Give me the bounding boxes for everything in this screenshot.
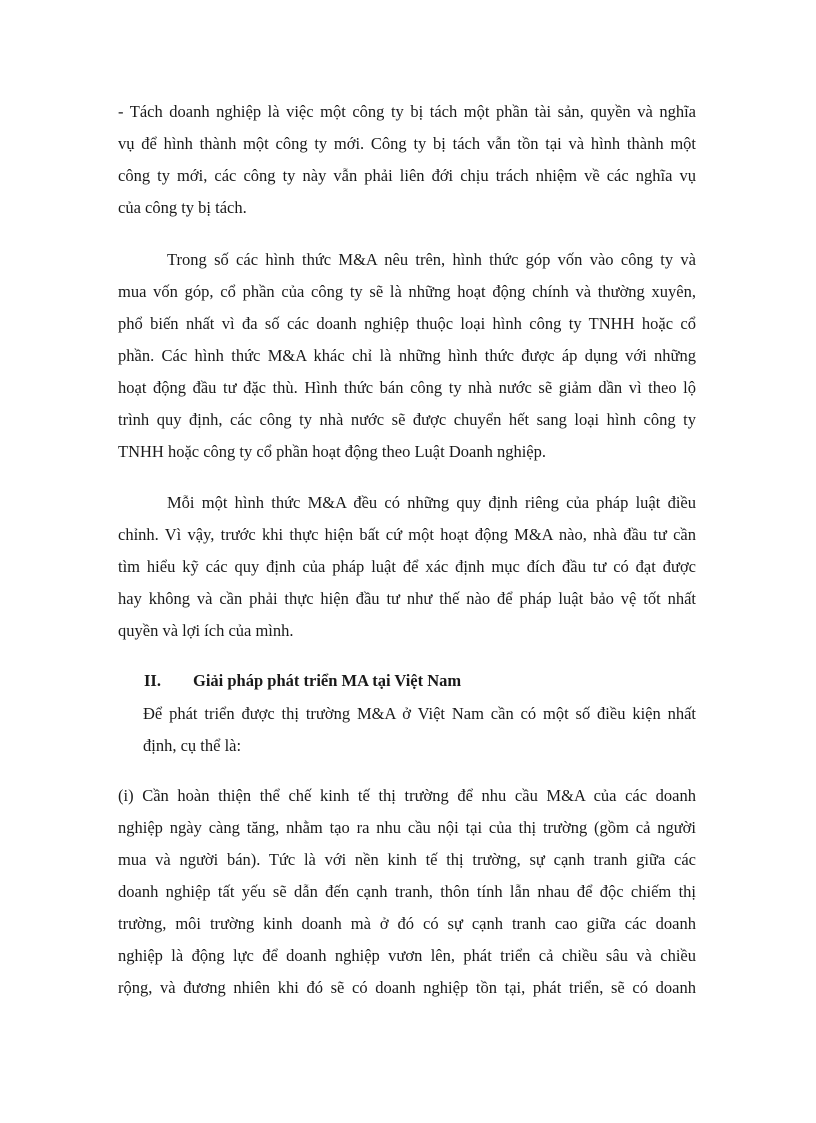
text-line: - Tách doanh nghiệp là việc một công ty bị tách một phần tài sản, quyền và nghĩa	[118, 102, 696, 121]
text-line: trường, môi trường kinh doanh mà ở đó có sự cạnh tranh cao giữa các doanh	[118, 914, 696, 933]
text-line: Để phát triển được thị trường M&A ở Việt Nam cần có một số điều kiện nhất	[143, 704, 696, 723]
text-line: Trong số các hình thức M&A nêu trên, hình thức góp vốn vào công ty và	[167, 250, 696, 269]
text-line: rộng, và đương nhiên khi đó sẽ có doanh nghiệp tồn tại, phát triển, sẽ có doanh	[118, 978, 696, 997]
text-line: mua vốn góp, cổ phần của công ty sẽ là những hoạt động chính và thường xuyên,	[118, 282, 696, 301]
section-title: Giải pháp phát triển MA tại Việt Nam	[193, 671, 462, 690]
section-heading	[118, 670, 696, 692]
text-line: Mỗi một hình thức M&A đều có những quy định riêng của pháp luật điều	[167, 493, 696, 512]
text-line: tìm hiểu kỹ các quy định của pháp luật để xác định mục đích đầu tư có đạt được	[118, 557, 696, 576]
text-line: nghiệp là động lực để doanh nghiệp vươn lên, phát triển cả chiều sâu và chiều	[118, 946, 696, 965]
text-line: công ty mới, các công ty này vẫn phải liên đới chịu trách nhiệm về các nghĩa vụ	[118, 166, 696, 185]
text-line: định, cụ thể là:	[143, 736, 242, 755]
text-line: doanh nghiệp tất yếu sẽ dẫn đến cạnh tranh, thôn tính lẫn nhau để độc chiếm thị	[118, 882, 696, 901]
text-line: trình quy định, các công ty nhà nước sẽ được chuyển hết sang loại hình công ty	[118, 410, 696, 429]
text-line: chỉnh. Vì vậy, trước khi thực hiện bất cứ một hoạt động M&A nào, nhà đầu tư cần	[118, 525, 696, 544]
text-line: phổ biến nhất vì đa số các doanh nghiệp thuộc loại hình công ty TNHH hoặc cổ	[118, 314, 696, 333]
text-line: hoạt động đầu tư đặc thù. Hình thức bán công ty nhà nước sẽ giảm dần vì theo lộ	[118, 378, 696, 397]
text-line: phần. Các hình thức M&A khác chỉ là những hình thức được áp dụng với những	[118, 346, 696, 365]
text-line: mua và người bán). Tức là với nền kinh tế thị trường, sự cạnh tranh giữa các	[118, 850, 696, 869]
text-line: nghiệp ngày càng tăng, nhằm tạo ra nhu cầu nội tại của thị trường (gồm cả người	[118, 818, 696, 837]
text-line: TNHH hoặc công ty cổ phần hoạt động theo Luật Doanh nghiệp.	[118, 442, 546, 461]
text-line: quyền và lợi ích của mình.	[118, 621, 294, 640]
text-line: vụ để hình thành một công ty mới. Công ty bị tách vẫn tồn tại và hình thành một	[118, 134, 696, 153]
section-number: II.	[144, 671, 161, 690]
text-line: (i) Cần hoàn thiện thể chế kinh tế thị trường để nhu cầu M&A của các doanh	[118, 786, 696, 805]
text-line: hay không và cần phải thực hiện đầu tư như thế nào để pháp luật bảo vệ tốt nhất	[118, 589, 696, 608]
text-line: của công ty bị tách.	[118, 198, 247, 217]
